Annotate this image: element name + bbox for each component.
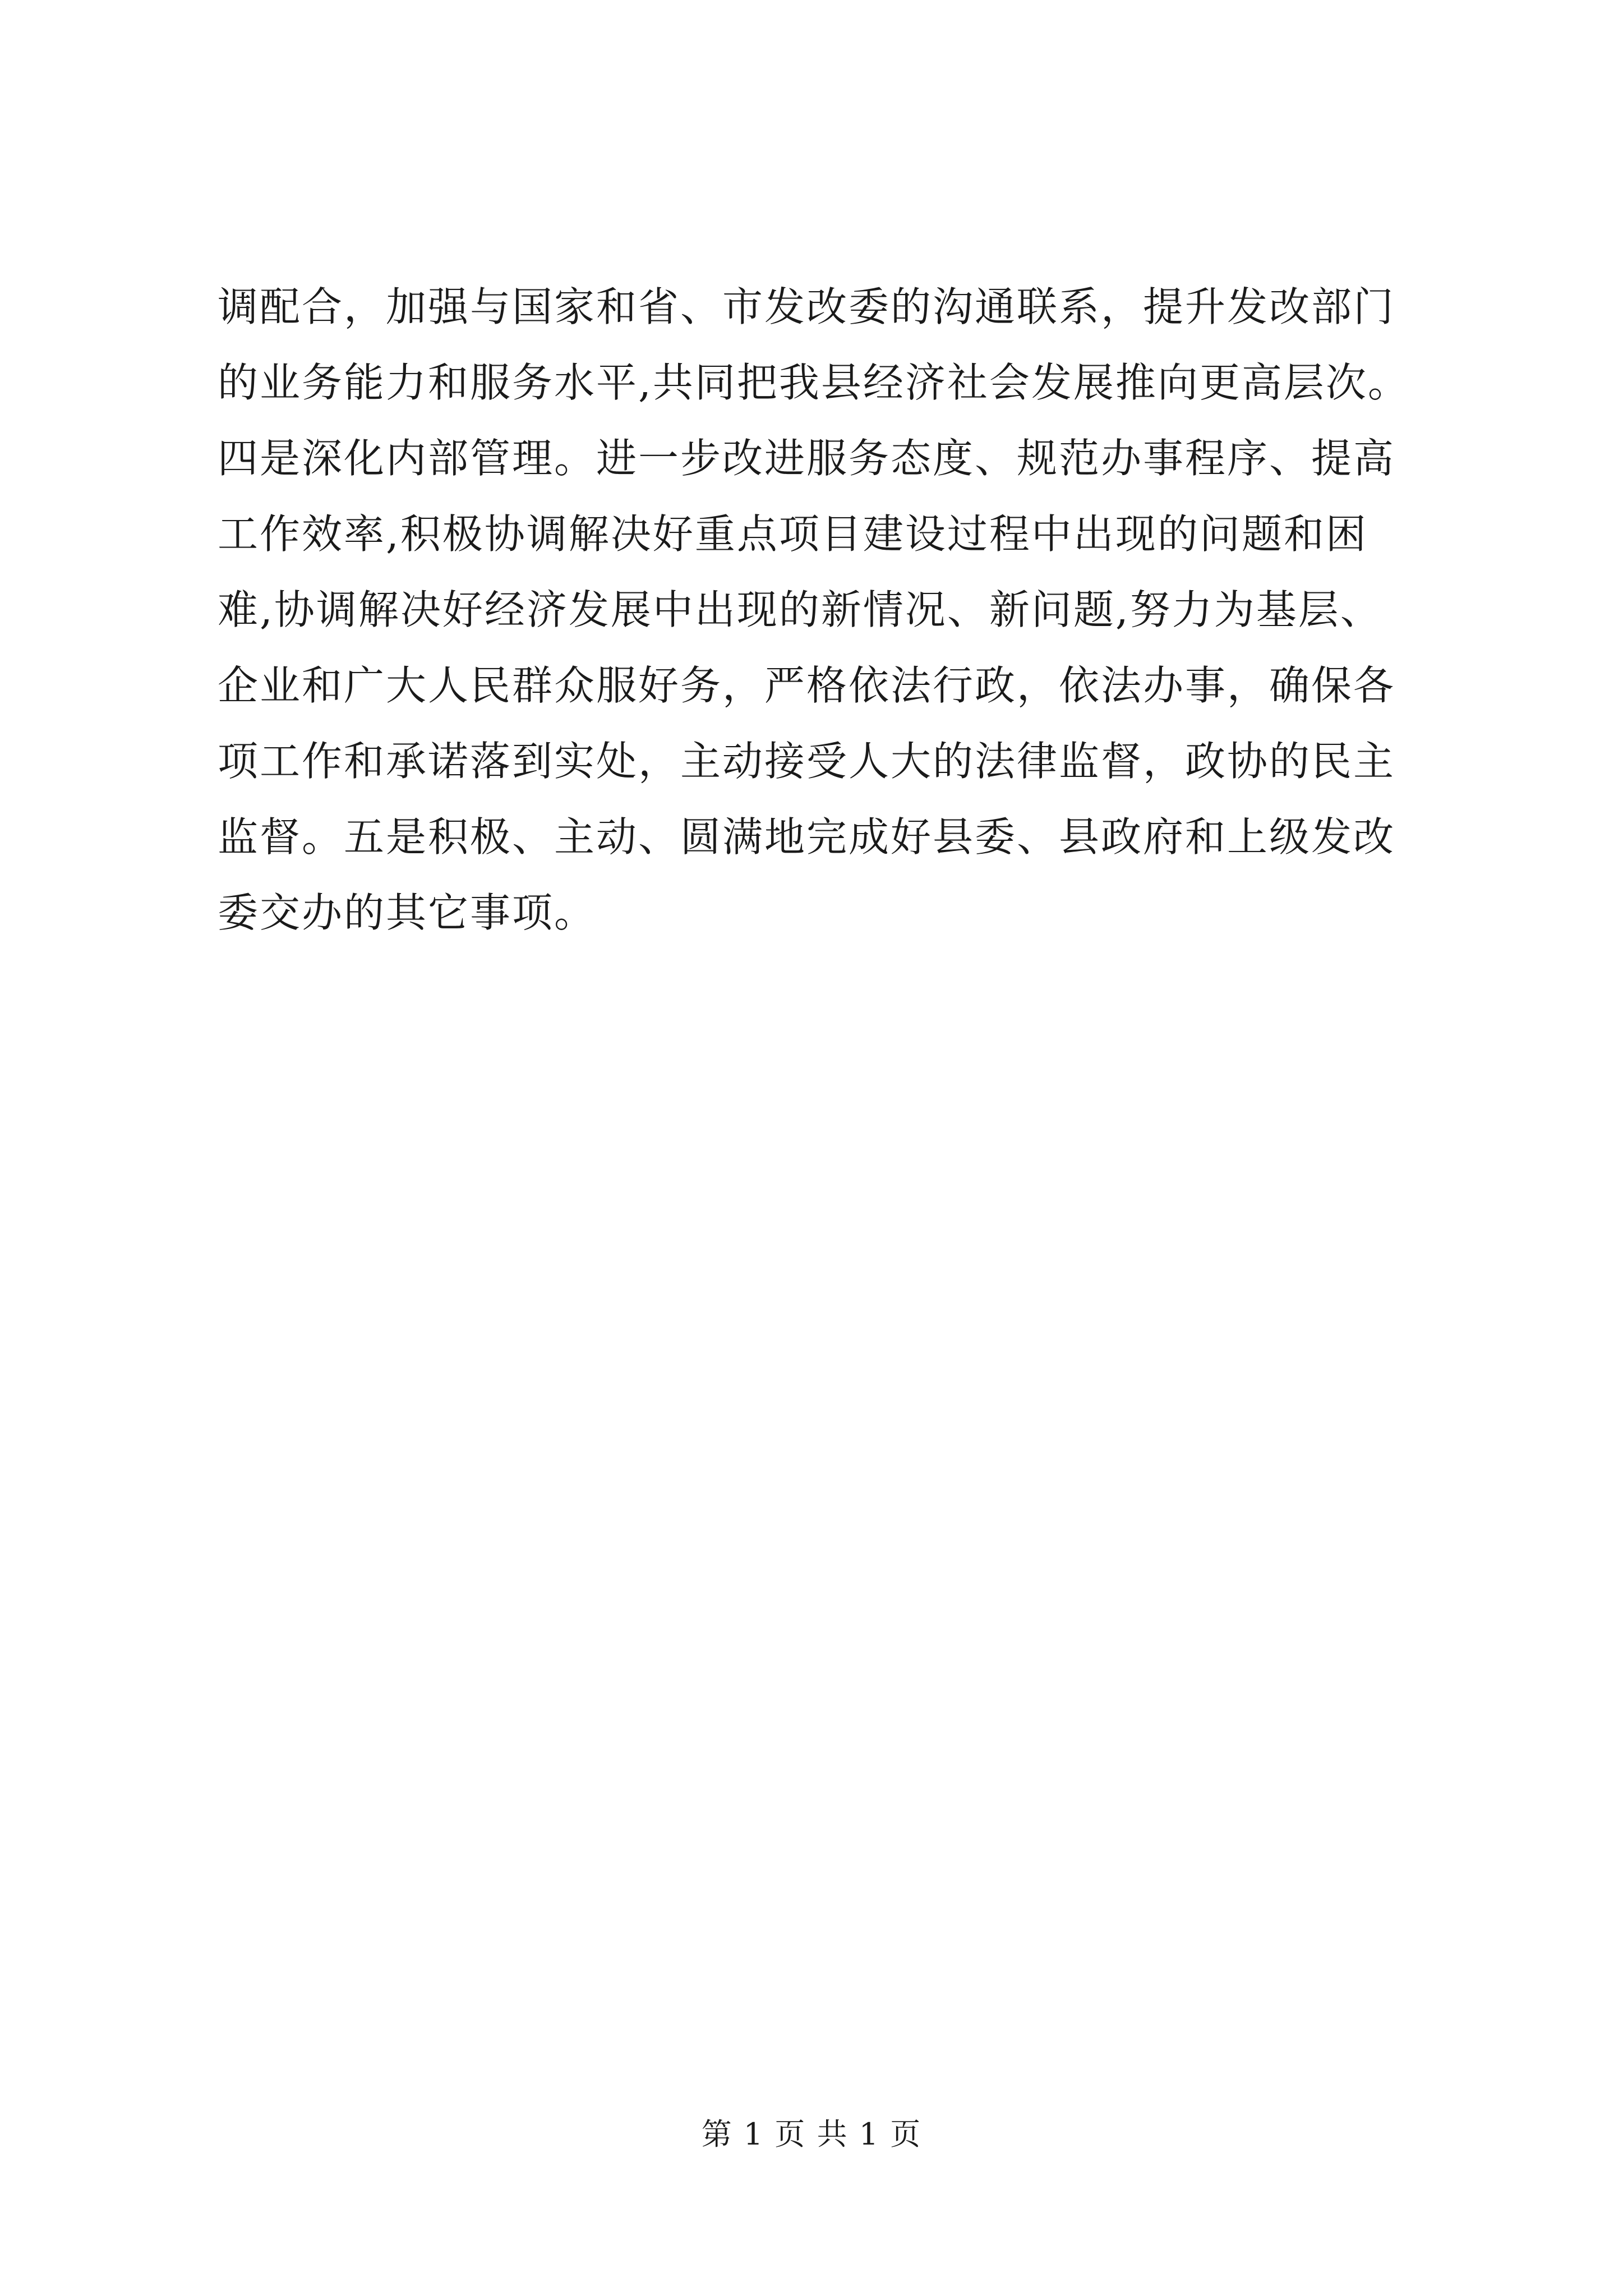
page-number-footer: 第 1 页 共 1 页 — [701, 2116, 922, 2152]
text-line: 的业务能力和服务水平,共同把我县经济社会发展推向更高层次。 — [218, 359, 1410, 406]
text-line: 项工作和承诺落到实处，主动接受人大的法律监督，政协的民主 — [218, 738, 1396, 785]
text-line: 四是深化内部管理。进一步改进服务态度、规范办事程序、提高 — [218, 435, 1396, 482]
text-line: 监督。五是积极、主动、圆满地完成好县委、县政府和上级发改 — [218, 813, 1396, 861]
body-text — [218, 269, 1451, 951]
text-line: 难,协调解决好经济发展中出现的新情况、新问题,努力为基层、 — [218, 586, 1382, 633]
text-line: 委交办的其它事项。 — [218, 889, 597, 936]
text-line: 企业和广大人民群众服好务，严格依法行政，依法办事，确保各 — [218, 662, 1396, 709]
text-line: 工作效率,积极协调解决好重点项目建设过程中出现的问题和困 — [218, 510, 1368, 558]
text-line: 调配合，加强与国家和省、市发改委的沟通联系，提升发改部门 — [218, 283, 1396, 330]
